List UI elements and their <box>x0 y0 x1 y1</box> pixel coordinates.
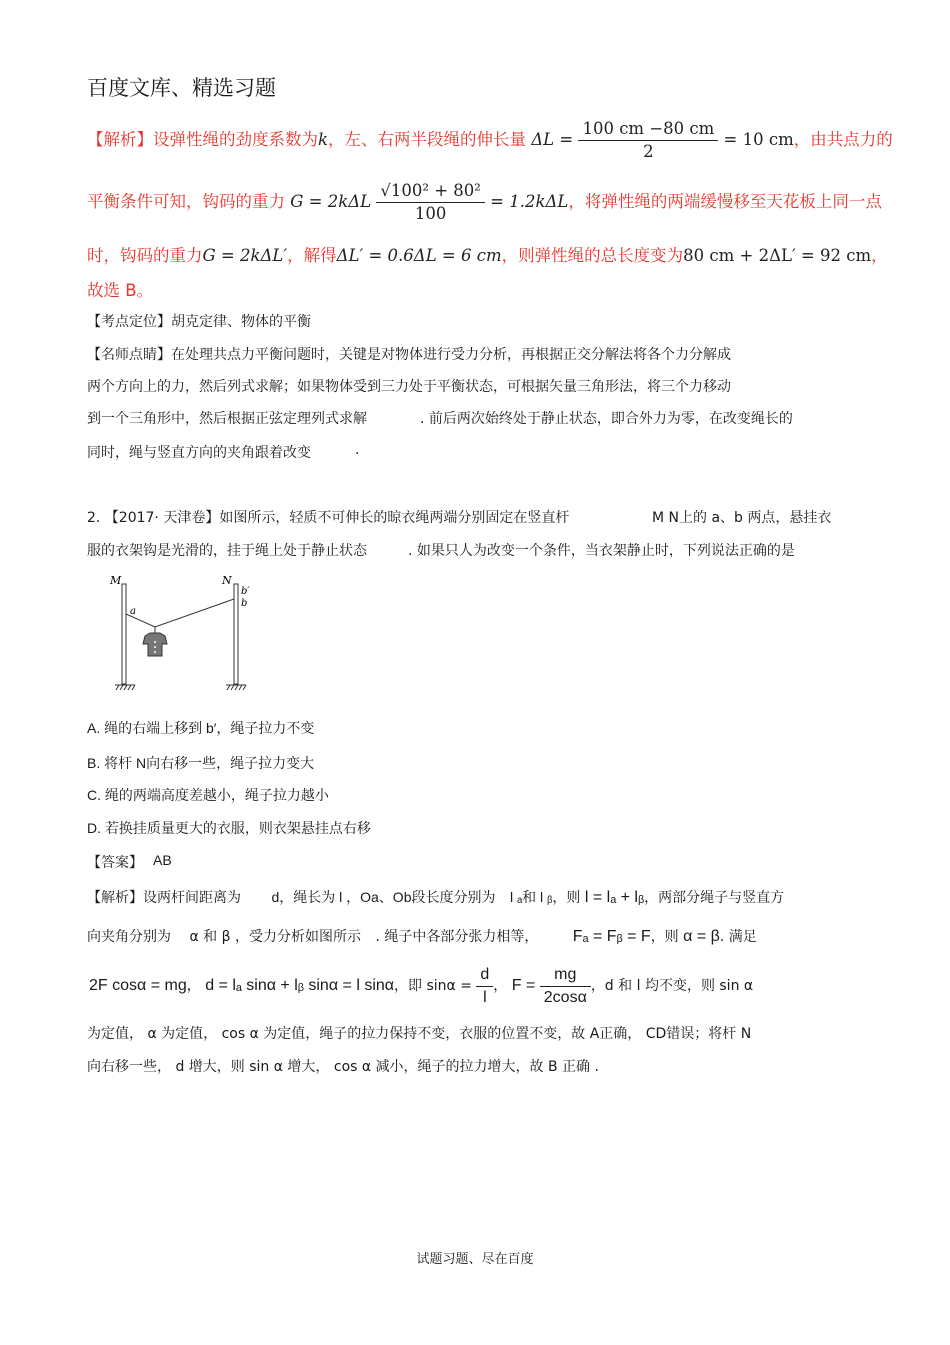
analysis1-line2 <box>87 178 882 226</box>
analysis1-l3-mid: ，解得 <box>287 246 337 265</box>
analysis2-l2c: . 绳子中各部分张力相等， <box>375 929 539 945</box>
analysis2-l1c: l ₐ和 l ᵦ，则 <box>509 889 581 905</box>
mingshi-line2: 两个方向上的力，然后列式求解；如果物体受到三力处于平衡状态，可根据矢量三角形法，将三个力移动 <box>87 379 731 395</box>
answer-label: 【答案】 <box>87 855 143 871</box>
analysis1-l2-fraction <box>376 180 485 225</box>
analysis2-l2g: . 满足 <box>719 929 757 945</box>
analysis2-fraction-F <box>540 964 591 1009</box>
analysis1-l2-suffix: ，将弹性绳的两端缓慢移至天花板上同一点 <box>568 192 882 211</box>
mingshi-line4b: . <box>355 442 360 458</box>
option-a: A. 绳的右端上移到 b′，绳子拉力不变 <box>87 720 315 736</box>
mingshi-line1: 【名师点睛】在处理共点力平衡问题时，关键是对物体进行受力分析，再根据正交分解法将各个力分解成 <box>87 347 731 363</box>
analysis2-l1b: d，绳长为 l ，Oa、Ob段长度分别为 <box>271 889 496 905</box>
analysis2-l1d: l = lₐ + lᵦ <box>584 889 645 906</box>
analysis2-l3g: F = <box>511 977 536 994</box>
clothesline-figure <box>105 572 255 694</box>
ground-right <box>226 685 246 690</box>
analysis1-l1-suffix: ，由共点力的 <box>793 130 893 149</box>
mingshi-line3a: 到一个三角形中，然后根据正弦定理列式求解 <box>87 411 367 427</box>
analysis2-l3a: 2F cosα = mg <box>89 977 187 994</box>
analysis1-l3-end: ， <box>871 246 888 265</box>
label-N: N <box>222 574 232 587</box>
analysis2-l1a: 【解析】设两杆间距离为 <box>87 890 241 906</box>
question2-line1a: 2. 【2017· 天津卷】如图所示，轻质不可伸长的晾衣绳两端分别固定在竖直杆 <box>87 510 570 526</box>
label-b-prime: b′ <box>241 586 250 597</box>
fraction-denominator: 2cosα <box>543 988 587 1006</box>
question2-line1b: M N上的 a、b 两点，悬挂衣 <box>652 510 832 526</box>
analysis1-l3-eq: ΔL′ = 0.6ΔL = 6 cm <box>336 246 502 265</box>
analysis1-l1-eq: = 10 cm <box>723 130 794 149</box>
page-header-title: 百度文库、精选习题 <box>87 76 276 100</box>
fraction-numerator: 100 cm −80 cm <box>582 119 715 138</box>
fraction-denominator: l <box>483 988 487 1006</box>
analysis1-line4: 故选 B。 <box>87 281 154 300</box>
analysis1-l1-mid: ，左、右两半段绳的伸长量 <box>328 130 526 149</box>
analysis2-l2b: α 和 β ，受力分析如图所示 <box>189 929 361 945</box>
analysis1-l1-fraction <box>578 118 718 163</box>
analysis2-l2e: ，则 <box>650 929 679 945</box>
pole-M <box>122 584 126 684</box>
analysis2-l3c: d = lₐ sinα + lᵦ sinα = l sinα <box>205 977 395 994</box>
rope <box>126 599 234 627</box>
fraction-numerator: d <box>480 965 490 983</box>
analysis2-l3f: ， <box>493 978 508 994</box>
label-M: M <box>110 574 122 587</box>
analysis1-l2-G: G = 2kΔL <box>290 192 372 211</box>
analysis1-l2-prefix: 平衡条件可知，钩码的重力 <box>87 192 285 211</box>
label-b: b <box>241 598 248 609</box>
question2-line2a: 服的衣架钩是光滑的，挂于绳上处于静止状态 <box>87 543 367 559</box>
analysis1-l3-prefix: 时，钩码的重力 <box>87 246 203 265</box>
analysis1-l3-mid2: ，则弹性绳的总长度变为 <box>501 246 684 265</box>
analysis2-l3b: ， <box>186 978 201 994</box>
analysis2-line3 <box>89 962 753 1010</box>
option-c: C. 绳的两端高度差越小，绳子拉力越小 <box>87 787 329 803</box>
option-b: B. 将杆 N向右移一些，绳子拉力变大 <box>87 755 315 771</box>
fraction-numerator: mg <box>554 965 577 983</box>
fraction-denominator: 100 <box>414 204 447 223</box>
kaodian-dingwei: 【考点定位】胡克定律、物体的平衡 <box>87 314 311 330</box>
analysis1-l3-total: 80 cm + 2ΔL′ = 92 cm <box>683 246 872 265</box>
pole-N <box>234 584 238 684</box>
analysis1-l1-dl: ΔL = <box>531 130 574 149</box>
analysis1-l1-k: k <box>318 130 328 149</box>
answer-value: AB <box>153 852 172 868</box>
analysis2-line5: 向右移一些， d 增大，则 sin α 增大， cos α 减小，绳子的拉力增大，故 B 正确 . <box>87 1059 599 1075</box>
fraction-numerator: √100² + 80² <box>380 181 481 200</box>
analysis2-l3i: ，d 和 l 均不变，则 sin α <box>590 978 754 994</box>
option-d: D. 若换挂质量更大的衣服，则衣架悬挂点右移 <box>87 820 371 836</box>
label-a: a <box>130 606 136 617</box>
analysis1-l1-prefix: 【解析】设弹性绳的劲度系数为 <box>87 130 318 149</box>
analysis2-line1 <box>87 887 784 907</box>
mingshi-line4a: 同时，绳与竖直方向的夹角跟着改变 <box>87 445 311 461</box>
analysis1-l2-eq: = 1.2kΔL <box>490 192 569 211</box>
analysis1-line1 <box>87 116 893 164</box>
fraction-denominator: 2 <box>643 142 654 161</box>
analysis1-l3-G: G = 2kΔL′ <box>202 246 288 265</box>
analysis2-l2f: α = β <box>683 928 720 945</box>
analysis2-line4: 为定值， α 为定值， cos α 为定值，绳子的拉力保持不变，衣服的位置不变，故 A正确， CD错误；将杆 N <box>87 1026 752 1042</box>
analysis2-l2d: Fₐ = Fᵦ = F <box>572 928 651 945</box>
ground-left <box>115 685 135 690</box>
mingshi-line3b: . 前后两次始终处于静止状态，即合外力为零，在改变绳长的 <box>420 411 793 427</box>
analysis2-l2a: 向夹角分别为 <box>87 929 171 945</box>
analysis2-l3d: ，即 sinα = <box>394 978 472 994</box>
question2-line2b: . 如果只人为改变一个条件，当衣架静止时，下列说法正确的是 <box>408 543 795 559</box>
analysis2-line2 <box>87 926 757 946</box>
analysis2-fraction-dl <box>476 964 493 1009</box>
analysis1-line3 <box>87 242 888 266</box>
page-footer: 试题习题、尽在百度 <box>416 1252 534 1267</box>
analysis2-l1e: ，两部分绳子与竖直方 <box>644 890 785 906</box>
